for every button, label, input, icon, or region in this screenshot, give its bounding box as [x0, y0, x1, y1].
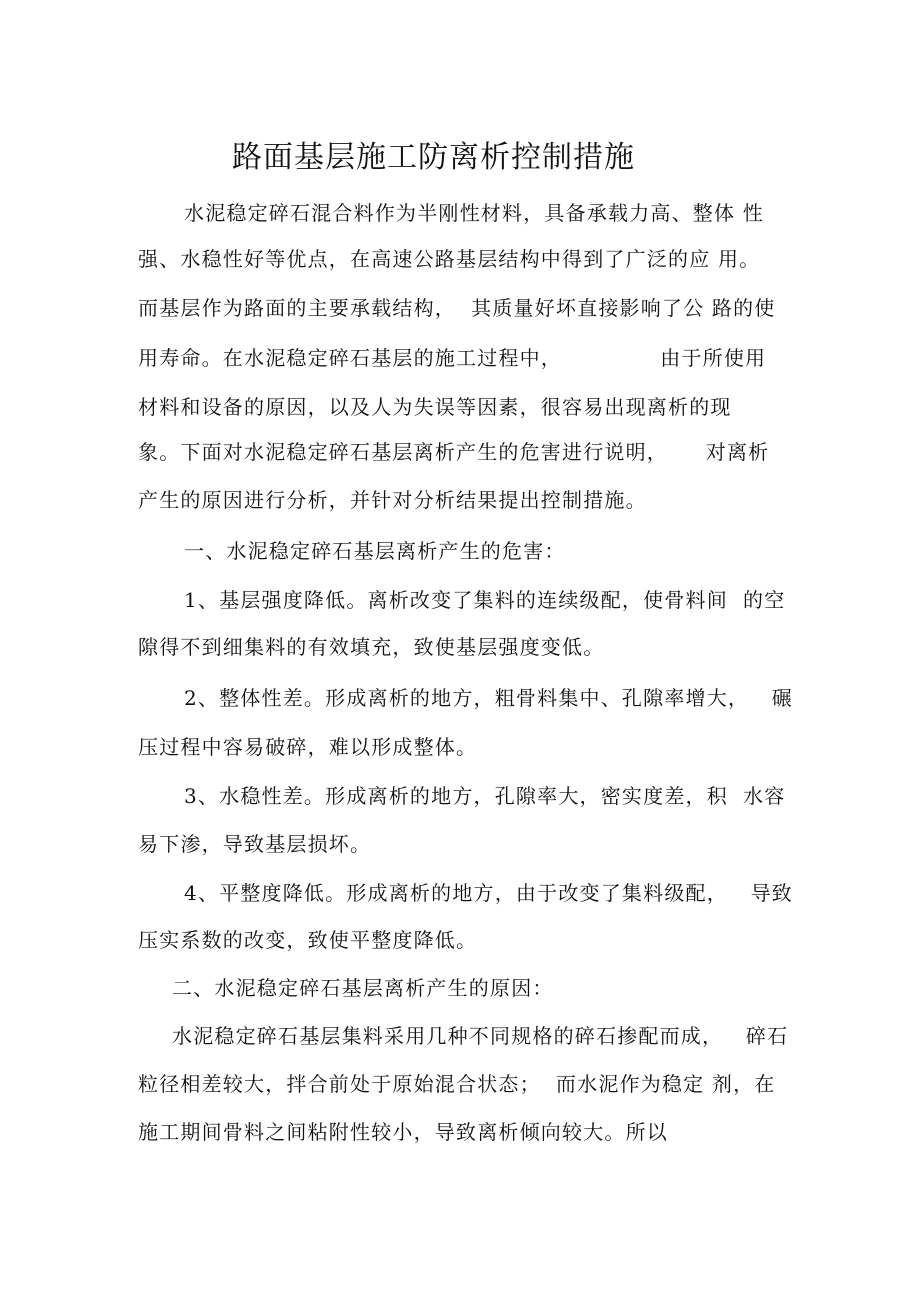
intro-line-2: 强、水稳性好等优点，在高速公路基层结构中得到了广泛的应 用。 [138, 247, 761, 271]
intro-line-1: 水泥稳定碎石混合料作为半刚性材料，具备承载力高、整体 性 [184, 201, 764, 225]
section-1-heading: 一、水泥稳定碎石基层离析产生的危害： [184, 539, 566, 563]
intro-line-5: 材料和设备的原因，以及人为失误等因素，很容易出现离析的现 [138, 395, 732, 419]
document-title: 路面基层施工防离析控制措施 [232, 140, 635, 175]
item-4-line-2: 压实系数的改变，致使平整度降低。 [138, 928, 478, 952]
intro-line-3: 而基层作为路面的主要承载结构， 其质量好坏直接影响了公 路的使 [138, 296, 776, 320]
item-1-line-2: 隙得不到细集料的有效填充，致使基层强度变低。 [138, 635, 605, 659]
intro-line-4: 用寿命。在水泥稳定碎石基层的施工过程中， 由于所使用 [138, 346, 767, 370]
section-2-heading: 二、水泥稳定碎石基层离析产生的原因： [172, 976, 554, 1000]
section-2-line-3: 施工期间骨料之间粘附性较小，导致离析倾向较大。所以 [138, 1120, 668, 1144]
intro-line-6: 象。下面对水泥稳定碎石基层离析产生的危害进行说明， 对离析 [138, 440, 770, 464]
section-2-line-2: 粒径相差较大，拌合前处于原始混合状态； 而水泥作为稳定 剂，在 [138, 1072, 776, 1096]
item-2-line-1: 2、整体性差。形成离析的地方，粗骨料集中、孔隙率增大， 碾 [184, 686, 793, 710]
intro-line-7: 产生的原因进行分析，并针对分析结果提出控制措施。 [138, 488, 647, 512]
item-3-line-2: 易下渗，导致基层损坏。 [138, 832, 372, 856]
item-1-line-1: 1、基层强度降低。离析改变了集料的连续级配，使骨料间 的空 [184, 588, 786, 612]
item-4-line-1: 4、平整度降低。形成离析的地方，由于改变了集料级配， 导致 [184, 881, 793, 905]
item-3-line-1: 3、水稳性差。形成离析的地方，孔隙率大，密实度差，积 水容 [184, 784, 786, 808]
section-2-line-1: 水泥稳定碎石基层集料采用几种不同规格的碎石掺配而成， 碎石 [172, 1024, 789, 1048]
item-2-line-2: 压过程中容易破碎，难以形成整体。 [138, 735, 478, 759]
